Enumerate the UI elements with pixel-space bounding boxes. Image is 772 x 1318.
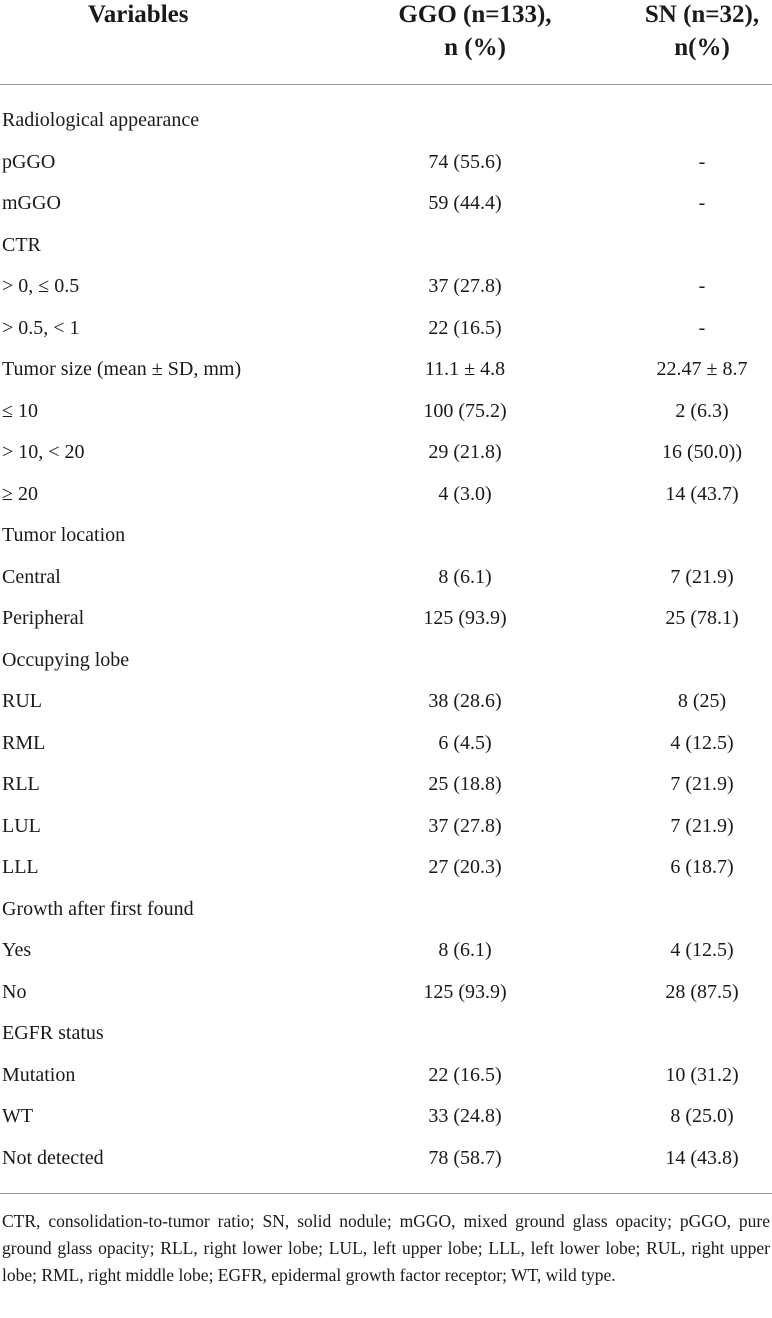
cell-variable: mGGO [2,192,61,214]
cell-ggo: 100 (75.2) [423,399,507,422]
cell-variable: Not detected [2,1146,104,1169]
cell-variable: Tumor location [2,524,126,546]
cell-variable: Peripheral [2,607,85,629]
table-row [0,432,772,474]
cell-variable: Yes [2,939,32,961]
table-row [0,889,772,931]
cell-variable: No [2,980,27,1003]
table-row [0,1138,772,1180]
cell-variable: EGFR status [2,1022,104,1044]
cell-sn: 8 (25) [677,690,727,712]
cell-variable: LLL [2,856,39,878]
header-ggo-line2: n (%) [444,34,506,61]
cell-ggo: 8 (6.1) [438,939,492,961]
cell-variable: ≥ 20 [2,482,38,505]
cell-sn: 6 (18.7) [670,856,734,878]
table-row [0,806,772,848]
cell-ggo: 38 (28.6) [428,690,502,712]
cell-sn: 14 (43.7) [665,482,739,505]
cell-variable: CTR [2,233,41,256]
header-sn-line1: SN (n=32), [644,1,760,28]
cell-ggo: 37 (27.8) [428,814,502,837]
cell-sn: 8 (25.0) [670,1105,734,1127]
cell-variable: Mutation [2,1063,76,1086]
cell-variable: LUL [2,814,41,837]
cell-ggo: 4 (3.0) [438,482,492,505]
table-row [0,847,772,889]
table-row [0,349,772,391]
table-row [0,142,772,184]
cell-sn: 7 (21.9) [670,814,734,837]
header-variables: Variables [88,1,189,28]
cell-ggo: 6 (4.5) [438,731,492,754]
table-row [0,1055,772,1097]
cell-ggo: 11.1 ± 4.8 [424,358,506,380]
cell-ggo: 125 (93.9) [423,607,507,629]
table-footnote: CTR, consolidation-to-tumor ratio; SN, solid nodule; mGGO, mixed ground glass opacity; pGGO, pure ground glass opacity; RLL, right lower lobe; LUL, left upper lobe; LLL, left lower lobe; RUL, right upper lobe; RML, right middle lobe; EGFR, epidermal growth factor receptor; WT, wild type. [2,1211,770,1285]
header-ggo [390,0,560,64]
cell-ggo: 27 (20.3) [428,856,502,878]
cell-variable: Radiological appearance [2,109,200,131]
cell-ggo: 29 (21.8) [428,441,502,463]
cell-sn: 7 (21.9) [670,773,734,795]
cell-sn: 4 (12.5) [670,731,734,754]
cell-ggo: 125 (93.9) [423,980,507,1003]
header-sn-line2: n(%) [674,34,730,61]
table-row [0,681,772,723]
table-row [0,764,772,806]
table-row [0,598,772,640]
cell-ggo: 25 (18.8) [428,773,502,795]
cell-sn: 10 (31.2) [665,1063,739,1086]
cell-variable: Growth after first found [2,897,194,920]
cell-variable: RLL [2,773,40,795]
table-row [0,723,772,765]
cell-sn: - [698,192,706,214]
header-divider [0,84,772,85]
cell-variable: Central [2,565,61,588]
table-row [0,100,772,142]
cell-sn: 22.47 ± 8.7 [656,358,748,380]
table-row [0,557,772,599]
table-row [0,1096,772,1138]
cell-sn: - [698,275,706,297]
table-row [0,515,772,557]
cell-variable: RUL [2,690,42,712]
cell-ggo: 22 (16.5) [428,316,502,339]
cell-variable: Occupying lobe [2,648,130,671]
cell-sn: 28 (87.5) [665,980,739,1003]
table-row [0,266,772,308]
table-row [0,640,772,682]
cell-sn: - [698,150,706,173]
header-ggo-line1: GGO (n=133), [398,1,552,28]
table-header [0,0,772,85]
cell-variable: pGGO [2,150,56,173]
cell-variable: Tumor size (mean ± SD, mm) [2,358,242,380]
cell-ggo: 59 (44.4) [428,192,502,214]
cell-ggo: 33 (24.8) [428,1105,502,1127]
table-row [0,183,772,225]
table-row [0,225,772,267]
cell-ggo: 37 (27.8) [428,275,502,297]
table-row [0,1013,772,1055]
table-row [0,308,772,350]
table-row [0,972,772,1014]
footer-divider [0,1193,772,1194]
cell-variable: > 10, < 20 [2,441,85,463]
table-row [0,474,772,516]
cell-ggo: 8 (6.1) [438,565,492,588]
cell-sn: 7 (21.9) [670,565,734,588]
table-row [0,930,772,972]
cell-ggo: 74 (55.6) [428,150,502,173]
cell-ggo: 22 (16.5) [428,1063,502,1086]
cell-sn: 2 (6.3) [675,399,729,422]
table-body [0,100,772,1179]
cell-sn: - [698,316,706,339]
cell-ggo: 78 (58.7) [428,1146,502,1169]
cell-variable: ≤ 10 [2,399,38,422]
cell-sn: 14 (43.8) [665,1146,739,1169]
table-row [0,391,772,433]
cell-variable: > 0, ≤ 0.5 [2,275,80,297]
cell-sn: 4 (12.5) [670,939,734,961]
cell-sn: 25 (78.1) [665,607,739,629]
cell-variable: RML [2,731,46,754]
cell-sn: 16 (50.0)) [662,441,742,463]
cell-variable: WT [2,1105,34,1127]
cell-variable: > 0.5, < 1 [2,316,80,339]
header-sn [632,0,772,64]
